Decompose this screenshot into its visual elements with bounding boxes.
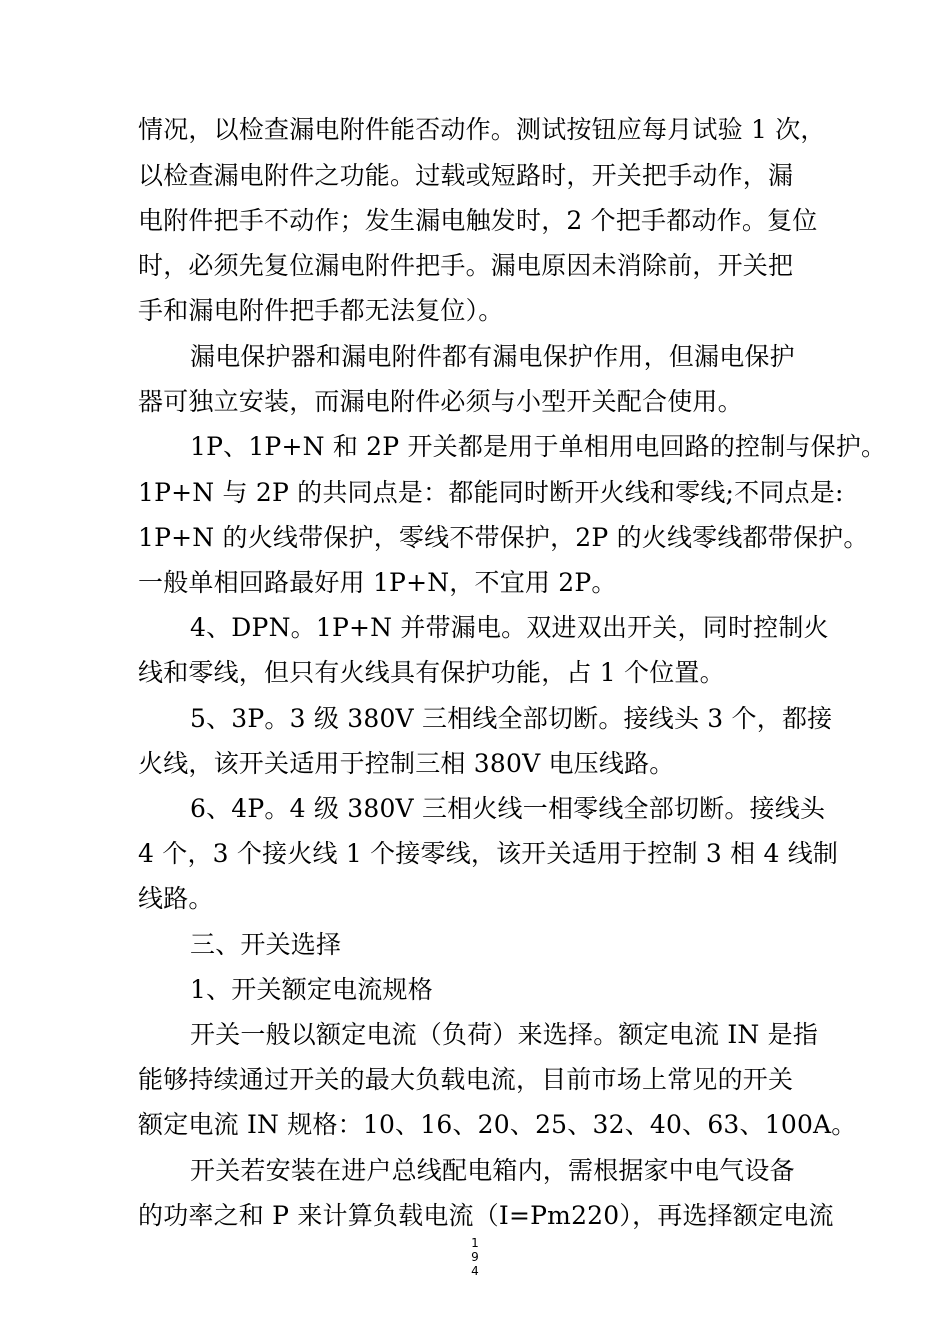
text-line: 漏电保护器和漏电附件都有漏电保护作用，但漏电保护 <box>190 342 795 371</box>
text-line: 情况，以检查漏电附件能否动作。测试按钮应每月试验 1 次， <box>138 115 826 144</box>
text-line: 以检查漏电附件之功能。过载或短路时，开关把手动作，漏 <box>138 161 794 190</box>
text-line: 1P、1P+N 和 2P 开关都是用于单相用电回路的控制与保护。 <box>190 432 887 461</box>
text-line: 5、3P。3 级 380V 三相线全部切断。接线头 3 个，都接 <box>190 704 833 733</box>
page-number-digit: 9 <box>471 1250 479 1264</box>
text-line: 器可独立安装，而漏电附件必须与小型开关配合使用。 <box>138 387 743 416</box>
text-line: 火线，该开关适用于控制三相 380V 电压线路。 <box>138 749 675 778</box>
text-line: 开关一般以额定电流（负荷）来选择。额定电流 IN 是指 <box>190 1020 819 1049</box>
section-heading: 三、开关选择 <box>190 930 342 959</box>
text-line: 手和漏电附件把手都无法复位）。 <box>138 296 504 325</box>
text-line: 1P+N 与 2P 的共同点是：都能同时断开火线和零线;不同点是: <box>138 478 844 507</box>
page-number-digit: 1 <box>471 1236 479 1250</box>
subsection-heading: 1、开关额定电流规格 <box>190 975 433 1004</box>
text-line: 时，必须先复位漏电附件把手。漏电原因未消除前，开关把 <box>138 251 794 280</box>
text-line: 1P+N 的火线带保护，零线不带保护，2P 的火线零线都带保护。 <box>138 523 869 552</box>
text-line: 线和零线，但只有火线具有保护功能，占 1 个位置。 <box>138 658 725 687</box>
page-number-digit: 4 <box>471 1264 479 1278</box>
text-line: 额定电流 IN 规格：10、16、20、25、32、40、63、100A。 <box>138 1110 857 1139</box>
text-line: 电附件把手不动作；发生漏电触发时，2 个把手都动作。复位 <box>138 206 818 235</box>
text-line: 4 个，3 个接火线 1 个接零线，该开关适用于控制 3 相 4 线制 <box>138 839 839 868</box>
text-line: 开关若安装在进户总线配电箱内，需根据家中电气设备 <box>190 1156 795 1185</box>
text-line: 一般单相回路最好用 1P+N，不宜用 2P。 <box>138 568 617 597</box>
page-number <box>0 1236 950 1278</box>
text-line: 6、4P。4 级 380V 三相火线一相零线全部切断。接线头 <box>190 794 826 823</box>
text-line: 的功率之和 P 来计算负载电流（I=Pm220），再选择额定电流 <box>138 1201 834 1230</box>
text-line: 4、DPN。1P+N 并带漏电。双进双出开关，同时控制火 <box>190 613 829 642</box>
text-line: 能够持续通过开关的最大负载电流，目前市场上常见的开关 <box>138 1065 794 1094</box>
text-line: 线路。 <box>138 884 214 913</box>
